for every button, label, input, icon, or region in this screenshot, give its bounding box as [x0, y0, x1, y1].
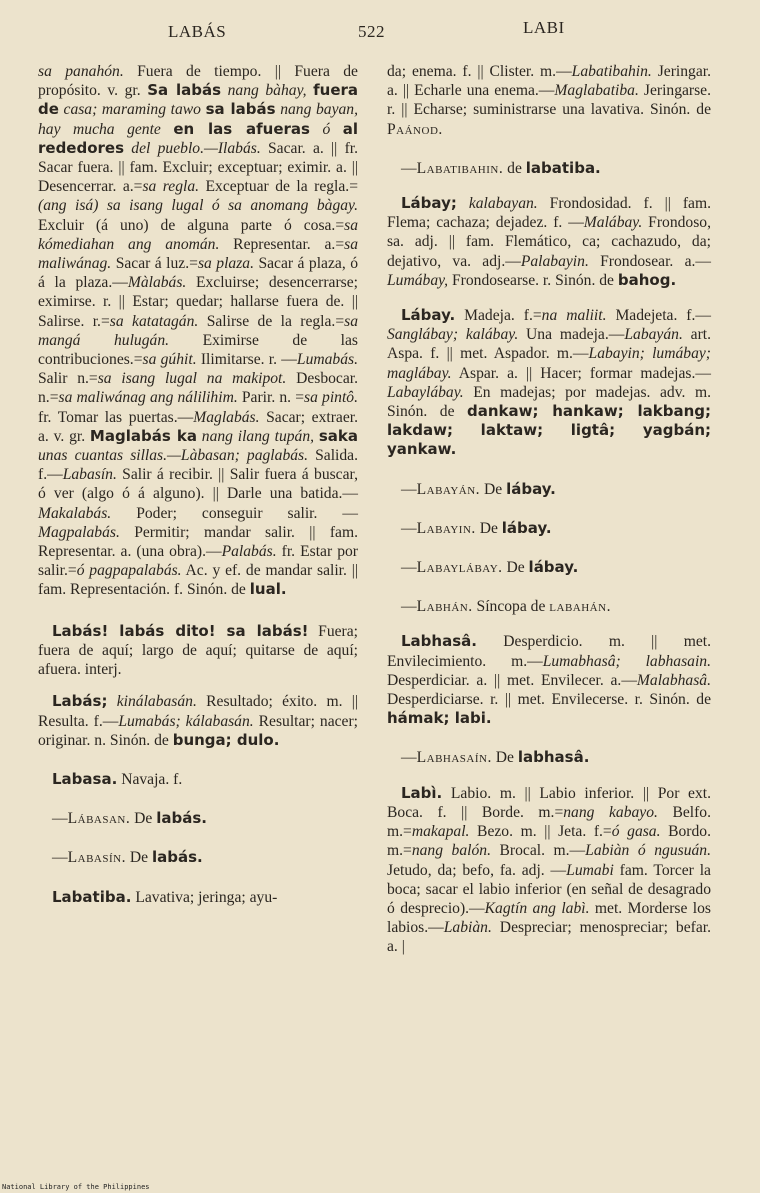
entry-labatiba: Labatiba. Lavativa; jeringa; ayu-	[52, 887, 278, 906]
entry-labaylabay: —Labaylábay. De lábay.	[401, 558, 579, 577]
entry-labay-madeja: Lábay. Madeja. f.=na maliit. Madejeta. f.—Sanglábay; kalábay. Una madeja.—Labayán. art. Aspa. f. || met. Aspador. m.—Labayin; lumábay; maglábay. Aspar. a. || Hacer; formar madejas.—Labaylábay. En madejas; por madejas. adv. m. Sinón. de dankaw; hankaw; lakbang; lakdaw; laktaw; ligtâ; yagbán; yankaw.	[387, 306, 711, 459]
entry-labayan: —Labayán. De lábay.	[401, 479, 556, 498]
running-head-right: LABI	[523, 18, 565, 37]
entry-labhan: —Labhán. Síncopa de labahán.	[401, 598, 611, 616]
entry-labayin: —Labayin. De lábay.	[401, 518, 552, 537]
entry-labasa: Labasa. Navaja. f.	[52, 769, 183, 788]
entry-labasan: —Lábasan. De labás.	[52, 809, 207, 828]
entry-labas-continued: sa panahón. Fuera de tiempo. || Fuera de propósito. v. gr. Sa labás nang bàhay, fuera de casa; maraming tawo sa labás nang bayan, hay mucha gente en las afueras ó al rededores del pueblo.—Ilabás. Sacar. a. || fr. Sacar fuera. || fam. Excluir; exceptuar; eximir. a. || Desencerrar. a.=sa regla. Exceptuar de la regla.=(ang isá) sa isang lugal ó sa anomang bàgay. Excluir (á uno) de alguna parte ó cosa.=sa kómediahan ang anomán. Representar. a.=sa maliwánag. Sacar á luz.=sa plaza. Sacar á plaza, ó á la plaza.—Màlabás. Excluirse; desencerrarse; eximirse. r. || Estar; quedar; hallarse fuera de. || Salirse. r.=sa katatagán. Salirse de la regla.=sa mangá hulugán. Eximirse de las contribuciones.=sa gúhit. Ilimitarse. r. —Lumabás. Salir n.=sa isang lugal na makipot. Desbocar. n.=sa maliwánag ang nálilihim. Parir. n. =sa pintô. fr. Tomar las puertas.—Maglabás. Sacar; extraer. a. v. gr. Maglabás ka nang ilang tupán, saka unas cuantas sillas.—Làbasan; paglabás. Salida. f.—Labasín. Salir á recibir. || Salir fuera á buscar, ó ver (algo ó á alguno). || Darle una batida.—Makalabás. Poder; conseguir salir. — Magpalabás. Permitir; mandar salir. || fam. Representar. a. (una obra).—Palabás. fr. Estar por salir.=ó pagpapalabás. Ac. y ef. de mandar salir. || fam. Representación. f. Sinón. de lual.	[38, 63, 359, 599]
entry-labasin: —Labasín. De labás.	[52, 848, 203, 867]
entry-labi: Labì. Labio. m. || Labio inferior. || Por ext. Boca. f. || Borde. m.=nang kabayo. Belfo. m.=makapal. Bezo. m. || Jeta. f.=ó gasa. Bordo. m.=nang balón. Brocal. m.—Labiàn ó ngusuán. Jetudo, da; befo, fa. adj. —Lumabi fam. Torcer la boca; sacar el labio inferior (en señal de desagrado ó desprecio).—Kagtín ang labì. met. Morderse los labios.—Labiàn. Despreciar; menospreciar; befar. a. |	[387, 783, 711, 956]
page-number: 522	[358, 22, 385, 41]
entry-labhasain: —Labhasaín. De labhasâ.	[401, 748, 590, 767]
entry-labay-frondosidad: Lábay; kalabayan. Frondosidad. f. || fam. Flema; cachaza; dejadez. f. —Malábay. Frondoso, sa. adj. || fam. Flemático, ca; cachazudo, da; dejativo, va. adj.—Palabayin. Frondosear. a.—Lumábay, Frondosearse. r. Sinón. de bahog.	[387, 194, 711, 289]
entry-labatibahin: —Labatibahin. de labatiba.	[401, 158, 601, 177]
left-column	[38, 62, 358, 907]
page-header	[36, 18, 724, 46]
right-column	[387, 62, 711, 957]
running-head-left: LABÁS	[168, 22, 227, 41]
entry-labatiba-continued: da; enema. f. || Clister. m.—Labatibahin. Jeringar. a. || Echarle una enema.—Maglabatiba. Jeringarse. r. || Echarse; suministrarse una lavativa. Sinón. de Paánod.	[387, 63, 711, 138]
entry-labhasa: Labhasâ. Desperdicio. m. || met. Envilecimiento. m.—Lumabhasâ; labhasain. Desperdiciar. a. || met. Envilecer. a.—Malabhasâ. Desperdiciarse. r. || met. Envilecerse. r. Sinón. de hámak; labi.	[387, 632, 711, 728]
entry-labas-interjection: Labás! labás dito! sa labás! Fuera; fuera de aquí; largo de aquí; quitarse de aquí; afuera. interj.	[38, 621, 358, 679]
library-watermark: National Library of the Philippines	[2, 1183, 150, 1191]
entry-labas-resultado: Labás; kinálabasán. Resultado; éxito. m. || Resulta. f.—Lumabás; kálabasán. Resultar; nacer; originar. n. Sinón. de bunga; dulo.	[38, 692, 358, 749]
